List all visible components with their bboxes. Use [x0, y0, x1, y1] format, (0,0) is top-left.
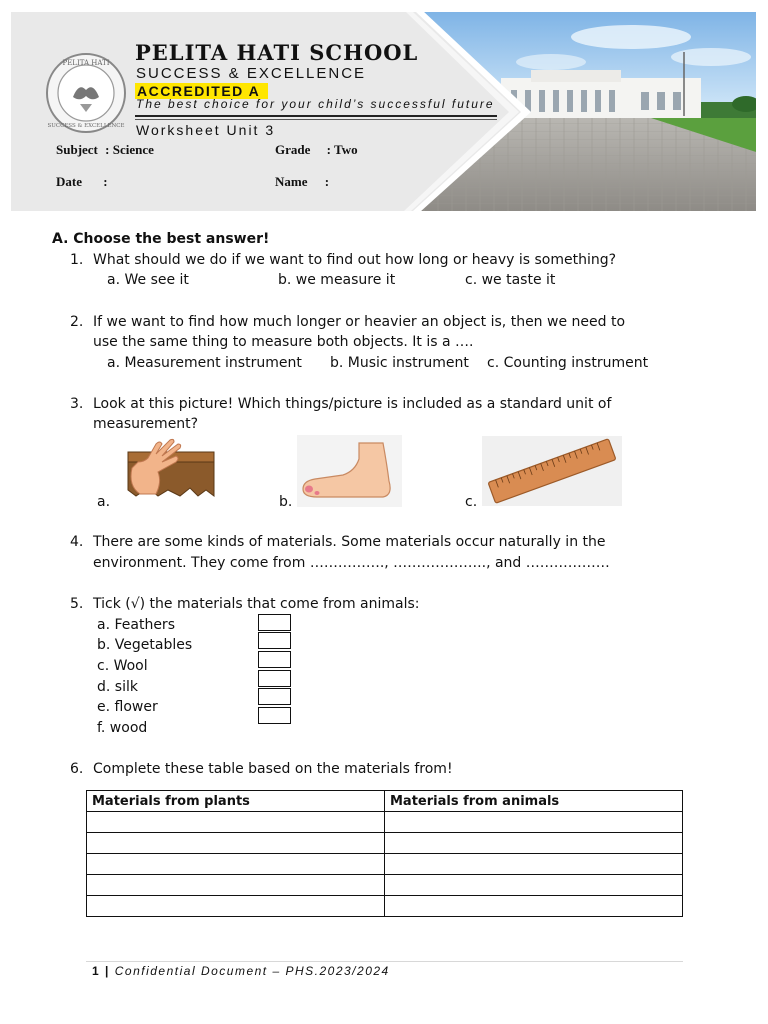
question-2-text-line2: use the same thing to measure both objects. It is a …. — [93, 334, 474, 350]
table-row — [87, 812, 683, 833]
section-heading: A. Choose the best answer! — [52, 231, 270, 247]
question-4-text-line2: environment. They come from ……………., ……………….., and ……………… — [93, 555, 610, 571]
table-row — [87, 896, 683, 917]
question-number: 1. — [70, 252, 84, 268]
date-field — [56, 174, 108, 190]
school-logo — [45, 52, 127, 134]
page-number: 1 — [92, 964, 101, 978]
question-3-text-line2: measurement? — [93, 416, 199, 432]
name-value: : — [324, 174, 330, 189]
table-cell[interactable] — [87, 854, 385, 875]
page-footer — [92, 964, 390, 978]
table-cell[interactable] — [385, 812, 683, 833]
tick-box-wool[interactable] — [258, 651, 291, 668]
table-cell[interactable] — [385, 854, 683, 875]
table-cell[interactable] — [87, 896, 385, 917]
svg-text:SUCCESS & EXCELLENCE: SUCCESS & EXCELLENCE — [47, 123, 125, 129]
question-3-text-line1: Look at this picture! Which things/picture is included as a standard unit of — [93, 396, 612, 412]
table-row — [87, 854, 683, 875]
grade-field — [275, 142, 358, 158]
tick-box-wood[interactable] — [258, 707, 291, 724]
worksheet-title: Worksheet Unit 3 — [136, 122, 276, 138]
question-number: 5. — [70, 596, 84, 612]
school-tagline: SUCCESS & EXCELLENCE — [136, 65, 367, 82]
footer-document-label: Confidential Document – PHS.2023/2024 — [114, 964, 390, 978]
q3-option-a[interactable]: a. — [97, 494, 111, 510]
grade-label: Grade — [275, 142, 311, 157]
foot-image — [297, 435, 402, 507]
question-number: 4. — [70, 534, 84, 550]
footer-separator: | — [105, 964, 110, 978]
name-label: Name — [275, 174, 308, 189]
question-2-text-line1: If we want to find how much longer or heavier an object is, then we need to — [93, 314, 626, 330]
tick-box-flower[interactable] — [258, 688, 291, 705]
table-cell[interactable] — [87, 812, 385, 833]
grade-value: : Two — [326, 142, 358, 157]
subject-value: : Science — [105, 142, 154, 157]
q5-item-wool: c. Wool — [97, 658, 148, 674]
table-cell[interactable] — [87, 875, 385, 896]
svg-text:PELITA HATI: PELITA HATI — [62, 59, 110, 67]
ruler-image — [482, 436, 622, 506]
table-header-row — [87, 791, 683, 812]
header-rule-thin — [135, 119, 497, 120]
tick-box-silk[interactable] — [258, 670, 291, 687]
q1-option-b[interactable]: b. we measure it — [278, 272, 396, 288]
footer-divider — [86, 961, 683, 962]
accreditation-badge: ACCREDITED A — [135, 83, 268, 99]
q5-item-silk: d. silk — [97, 679, 138, 695]
question-5-text: Tick (√) the materials that come from animals: — [93, 596, 420, 612]
date-value: : — [103, 174, 108, 189]
q1-option-c[interactable]: c. we taste it — [465, 272, 556, 288]
hand-span-image — [118, 438, 218, 502]
school-name: PELITA HATI SCHOOL — [135, 40, 419, 65]
school-motto: The best choice for your child’s successful future — [136, 97, 495, 111]
q5-item-vegetables: b. Vegetables — [97, 637, 193, 653]
q5-item-feathers: a. Feathers — [97, 617, 175, 633]
question-1-text: What should we do if we want to find out how long or heavy is something? — [93, 252, 617, 268]
table-row — [87, 833, 683, 854]
question-number: 2. — [70, 314, 84, 330]
question-6-text: Complete these table based on the materials from! — [93, 761, 453, 777]
q2-option-b[interactable]: b. Music instrument — [330, 355, 469, 371]
table-cell[interactable] — [385, 833, 683, 854]
header-rule — [135, 115, 497, 117]
q5-item-wood: f. wood — [97, 720, 148, 736]
q3-option-c[interactable]: c. — [465, 494, 478, 510]
table-cell[interactable] — [385, 875, 683, 896]
table-row — [87, 875, 683, 896]
subject-label: Subject — [56, 142, 98, 157]
tick-box-feathers[interactable] — [258, 614, 291, 631]
tick-box-vegetables[interactable] — [258, 632, 291, 649]
q3-option-b[interactable]: b. — [279, 494, 293, 510]
name-field — [275, 174, 329, 190]
column-header-animals: Materials from animals — [385, 791, 683, 812]
subject-field — [56, 142, 154, 158]
date-label: Date — [56, 174, 82, 189]
table-cell[interactable] — [385, 896, 683, 917]
q5-item-flower: e. flower — [97, 699, 158, 715]
q2-option-c[interactable]: c. Counting instrument — [487, 355, 649, 371]
question-number: 3. — [70, 396, 84, 412]
question-number: 6. — [70, 761, 84, 777]
question-4-text-line1: There are some kinds of materials. Some materials occur naturally in the — [93, 534, 606, 550]
q2-option-a[interactable]: a. Measurement instrument — [107, 355, 302, 371]
header-banner — [11, 12, 756, 211]
materials-table — [86, 790, 683, 917]
column-header-plants: Materials from plants — [87, 791, 385, 812]
table-cell[interactable] — [87, 833, 385, 854]
q1-option-a[interactable]: a. We see it — [107, 272, 189, 288]
